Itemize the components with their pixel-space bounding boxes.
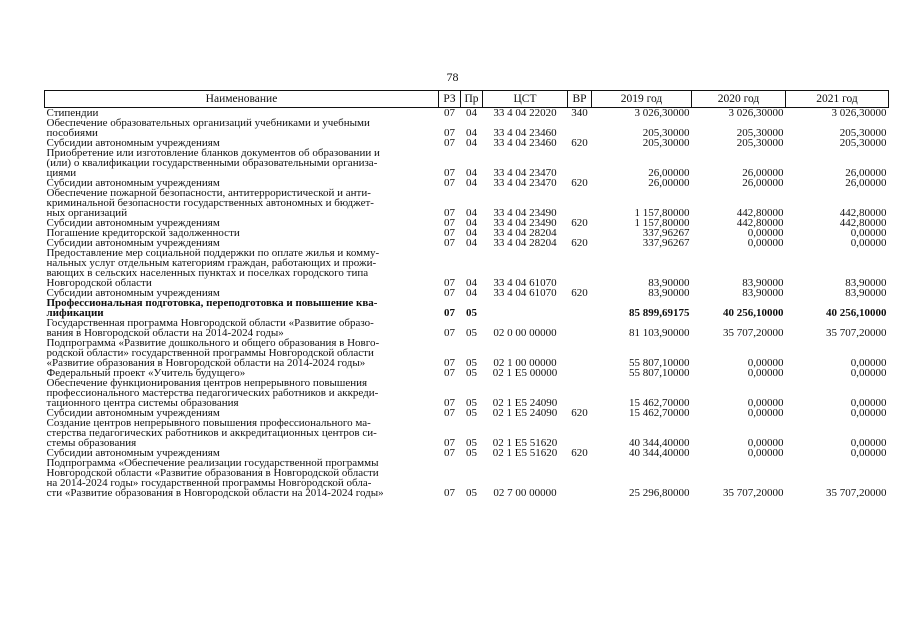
table-header-row [45, 91, 889, 108]
row-name [45, 338, 439, 368]
row-cst: 02 1 00 00000 [493, 357, 557, 369]
row-vr [568, 338, 592, 368]
row-vr [568, 298, 592, 318]
row-pr: 04 [466, 107, 477, 119]
row-cst: 33 4 04 23470 [493, 177, 557, 189]
table-row [45, 338, 889, 368]
row-2021: 40 256,10000 [826, 307, 887, 319]
row-name-line: Субсидии автономным учреждениям [46, 217, 220, 229]
row-rz: 07 [444, 167, 455, 179]
row-cst: 33 4 04 23490 [493, 207, 557, 219]
row-2021: 205,30000 [839, 137, 887, 149]
row-name-line: пособиями [46, 127, 98, 139]
row-name-line: Субсидии автономным учреждениям [46, 447, 220, 459]
row-cst: 33 4 04 28204 [493, 227, 557, 239]
row-name-line: Субсидии автономным учреждениям [46, 177, 220, 189]
row-vr [568, 368, 592, 378]
row-2021: 0,00000 [850, 227, 887, 239]
row-cst: 33 4 04 28204 [493, 237, 557, 249]
table-row [45, 148, 889, 178]
row-rz: 07 [444, 107, 455, 119]
row-2021: 83,90000 [845, 277, 887, 289]
row-2020: 0,00000 [747, 357, 784, 369]
row-pr: 05 [466, 327, 477, 339]
row-2020: 0,00000 [747, 397, 784, 409]
row-name-line: Новгородской области «Развитие образования в Новгородской области [46, 467, 379, 479]
row-pr: 05 [466, 407, 477, 419]
row-2020: 0,00000 [747, 227, 784, 239]
row-rz: 07 [444, 437, 455, 449]
table-row [45, 298, 889, 318]
row-pr: 04 [466, 287, 477, 299]
row-name [45, 418, 439, 448]
row-2019: 15 462,70000 [629, 397, 690, 409]
row-vr [568, 148, 592, 178]
row-name-line: Федеральный проект «Учитель будущего» [46, 367, 246, 379]
row-vr: 620 [571, 177, 588, 189]
row-name [45, 118, 439, 138]
row-cst: 02 1 E5 24090 [492, 397, 558, 409]
row-vr [568, 248, 592, 288]
row-2020: 442,80000 [736, 217, 784, 229]
header-cst: ЦСТ [483, 91, 568, 108]
row-name [45, 378, 439, 408]
row-cst: 33 4 04 23460 [493, 127, 557, 139]
row-2021: 205,30000 [839, 127, 887, 139]
row-cst: 02 1 E5 51620 [492, 437, 558, 449]
row-2021: 35 707,20000 [826, 487, 887, 499]
row-name-line: Стипендии [46, 107, 99, 119]
row-name-line: Субсидии автономным учреждениям [46, 407, 220, 419]
row-2021: 0,00000 [850, 437, 887, 449]
row-name-line: циями [46, 167, 77, 179]
row-name-line: Субсидии автономным учреждениям [46, 137, 220, 149]
row-vr [568, 188, 592, 218]
row-name-line: Подпрограмма «Развитие дошкольного и общего образования в Новго- [46, 337, 380, 349]
row-2020: 3 026,30000 [728, 107, 784, 119]
row-rz: 07 [444, 487, 455, 499]
page-number: 78 [446, 70, 459, 84]
row-rz: 07 [444, 327, 455, 339]
row-2021: 83,90000 [845, 287, 887, 299]
row-vr: 620 [571, 447, 588, 459]
row-rz: 07 [444, 217, 455, 229]
row-2020: 0,00000 [747, 437, 784, 449]
row-2021: 0,00000 [850, 447, 887, 459]
row-name-line: на 2014-2024 годы» государственной программы Новгородской обла- [46, 477, 372, 489]
row-cst: 33 4 04 61070 [493, 277, 557, 289]
row-name-line: Обеспечение образовательных организаций учебниками и учебными [46, 117, 370, 129]
row-2020: 40 256,10000 [723, 307, 784, 319]
row-pr: 05 [466, 437, 477, 449]
budget-table [44, 90, 889, 498]
row-rz: 07 [444, 397, 455, 409]
row-name-line: вания в Новгородской области на 2014-2024 годы» [46, 327, 284, 339]
row-vr [568, 118, 592, 138]
row-vr: 620 [571, 137, 588, 149]
row-2020: 26,00000 [742, 177, 784, 189]
row-cst: 02 1 E5 24090 [492, 407, 558, 419]
row-rz: 07 [444, 407, 455, 419]
row-name-line: лификации [46, 307, 104, 319]
row-2019: 205,30000 [642, 137, 690, 149]
row-pr: 04 [466, 217, 477, 229]
row-name-line: Обеспечение функционирования центров непрерывного повышения [46, 377, 368, 389]
table-row [45, 378, 889, 408]
header-rz: РЗ [439, 91, 461, 108]
row-name [45, 248, 439, 288]
row-name-line: Профессиональная подготовка, переподготовка и повышение ква- [46, 297, 378, 309]
row-2020: 35 707,20000 [723, 487, 784, 499]
row-name-line: Субсидии автономным учреждениям [46, 237, 220, 249]
row-pr: 05 [466, 367, 477, 379]
row-2019: 81 103,90000 [629, 327, 690, 339]
row-pr: 04 [466, 207, 477, 219]
row-2019: 83,90000 [648, 287, 690, 299]
table-row [45, 458, 889, 498]
row-2019: 40 344,40000 [629, 437, 690, 449]
header-pr: Пр [461, 91, 483, 108]
row-rz: 07 [444, 137, 455, 149]
row-pr: 04 [466, 137, 477, 149]
row-name-line: Создание центров непрерывного повышения профессионального ма- [46, 417, 371, 429]
row-cst: 33 4 04 23490 [493, 217, 557, 229]
row-2021: 0,00000 [850, 237, 887, 249]
row-2021: 26,00000 [845, 167, 887, 179]
row-cst: 33 4 04 22020 [493, 107, 557, 119]
row-pr: 04 [466, 277, 477, 289]
row-2019: 26,00000 [648, 167, 690, 179]
row-cst: 33 4 04 61070 [493, 287, 557, 299]
table-row [45, 248, 889, 288]
row-vr [568, 418, 592, 448]
row-vr: 620 [571, 237, 588, 249]
row-pr: 05 [466, 487, 477, 499]
row-2019: 55 807,10000 [629, 357, 690, 369]
row-rz: 07 [444, 207, 455, 219]
row-name [45, 458, 439, 498]
row-name-line: Приобретение или изготовление бланков документов об образовании и [46, 147, 380, 159]
row-name-line: (или) о квалификации государственными образовательными организа- [46, 157, 378, 169]
row-pr: 05 [466, 307, 477, 319]
row-cst: 02 7 00 00000 [493, 487, 557, 499]
row-vr: 620 [571, 287, 588, 299]
header-2020: 2020 год [692, 91, 786, 108]
header-name: Наименование [45, 91, 439, 108]
row-cst: 02 1 E5 51620 [492, 447, 558, 459]
row-2021: 0,00000 [850, 357, 887, 369]
row-2020: 0,00000 [747, 237, 784, 249]
row-name-line: Подпрограмма «Обеспечение реализации государственной программы [46, 457, 379, 469]
row-2019: 85 899,69175 [629, 307, 690, 319]
row-vr [568, 318, 592, 338]
row-2021: 0,00000 [850, 397, 887, 409]
row-name-line: «Развитие образования в Новгородской области на 2014-2024 годы» [46, 357, 366, 369]
row-name-line: криминальной безопасности государственных автономных и бюджет- [46, 197, 374, 209]
row-2019: 15 462,70000 [629, 407, 690, 419]
row-name [45, 318, 439, 338]
row-pr: 04 [466, 177, 477, 189]
row-cst: 02 0 00 00000 [493, 327, 557, 339]
row-2020: 83,90000 [742, 277, 784, 289]
row-name-line: родской области» государственной программы Новгородской области [46, 347, 374, 359]
row-2019: 1 157,80000 [634, 207, 690, 219]
row-2020: 0,00000 [747, 447, 784, 459]
row-2021: 442,80000 [839, 217, 887, 229]
row-2019: 55 807,10000 [629, 367, 690, 379]
row-name-line: профессионального мастерства педагогических работников и аккреди- [46, 387, 379, 399]
row-2019: 337,96267 [642, 237, 690, 249]
row-2019: 337,96267 [642, 227, 690, 239]
row-rz: 07 [444, 177, 455, 189]
row-vr: 340 [571, 107, 588, 119]
header-vr: ВР [568, 91, 592, 108]
row-pr: 05 [466, 357, 477, 369]
row-rz: 07 [444, 287, 455, 299]
row-name-line: Новгородской области [46, 277, 152, 289]
row-name-line: Субсидии автономным учреждениям [46, 287, 220, 299]
row-2019: 1 157,80000 [634, 217, 690, 229]
row-2019: 40 344,40000 [629, 447, 690, 459]
row-name-line: Предоставление мер социальной поддержки по оплате жилья и комму- [46, 247, 380, 259]
row-cst [483, 298, 568, 318]
row-name-line: Погашение кредиторской задолженности [46, 227, 240, 239]
table-row [45, 188, 889, 218]
row-2021: 0,00000 [850, 367, 887, 379]
row-2020: 205,30000 [736, 127, 784, 139]
row-2021: 3 026,30000 [831, 107, 887, 119]
row-vr [568, 378, 592, 408]
table-row [45, 318, 889, 338]
row-rz: 07 [444, 277, 455, 289]
row-vr: 620 [571, 217, 588, 229]
row-name-line: сти «Развитие образования в Новгородской области на 2014-2024 годы» [46, 487, 384, 499]
row-rz: 07 [444, 227, 455, 239]
header-2019: 2019 год [592, 91, 692, 108]
row-2019: 3 026,30000 [634, 107, 690, 119]
row-2020: 83,90000 [742, 287, 784, 299]
row-rz: 07 [444, 367, 455, 379]
row-name-line: Обеспечение пожарной безопасности, антитеррористической и анти- [46, 187, 371, 199]
row-name [45, 148, 439, 178]
row-2020: 0,00000 [747, 367, 784, 379]
table-row [45, 418, 889, 448]
table-row [45, 118, 889, 138]
row-name-line: стемы образования [46, 437, 137, 449]
row-name-line: Государственная программа Новгородской области «Развитие образо- [46, 317, 374, 329]
row-name [45, 298, 439, 318]
row-2021: 35 707,20000 [826, 327, 887, 339]
row-2021: 0,00000 [850, 407, 887, 419]
row-name [45, 188, 439, 218]
row-rz: 07 [444, 357, 455, 369]
row-2019: 26,00000 [648, 177, 690, 189]
row-name-line: вающих в сельских населенных пунктах и поселках городского типа [46, 267, 369, 279]
row-2019: 83,90000 [648, 277, 690, 289]
row-pr: 04 [466, 127, 477, 139]
row-cst: 02 1 E5 00000 [492, 367, 558, 379]
row-name-line: нальных услуг отдельным категориям граждан, работающих и прожи- [46, 257, 377, 269]
row-2020: 0,00000 [747, 407, 784, 419]
row-2021: 26,00000 [845, 177, 887, 189]
row-pr: 04 [466, 237, 477, 249]
table-body [45, 108, 889, 499]
row-vr: 620 [571, 407, 588, 419]
row-cst: 33 4 04 23460 [493, 137, 557, 149]
row-name-line: стерства педагогических работников и аккредитационных центров си- [46, 427, 377, 439]
row-rz: 07 [444, 127, 455, 139]
row-name-line: ных организаций [46, 207, 128, 219]
row-pr: 04 [466, 167, 477, 179]
row-2020: 442,80000 [736, 207, 784, 219]
row-2020: 205,30000 [736, 137, 784, 149]
row-rz: 07 [444, 237, 455, 249]
row-name-line: тационного центра системы образования [46, 397, 239, 409]
header-2021: 2021 год [786, 91, 889, 108]
row-2019: 25 296,80000 [629, 487, 690, 499]
row-pr: 04 [466, 227, 477, 239]
row-2021: 442,80000 [839, 207, 887, 219]
row-2020: 26,00000 [742, 167, 784, 179]
row-pr: 05 [466, 447, 477, 459]
row-2020: 35 707,20000 [723, 327, 784, 339]
row-pr: 05 [466, 397, 477, 409]
row-2019: 205,30000 [642, 127, 690, 139]
row-rz: 07 [444, 307, 455, 319]
row-cst: 33 4 04 23470 [493, 167, 557, 179]
row-vr [568, 458, 592, 498]
row-rz: 07 [444, 447, 455, 459]
